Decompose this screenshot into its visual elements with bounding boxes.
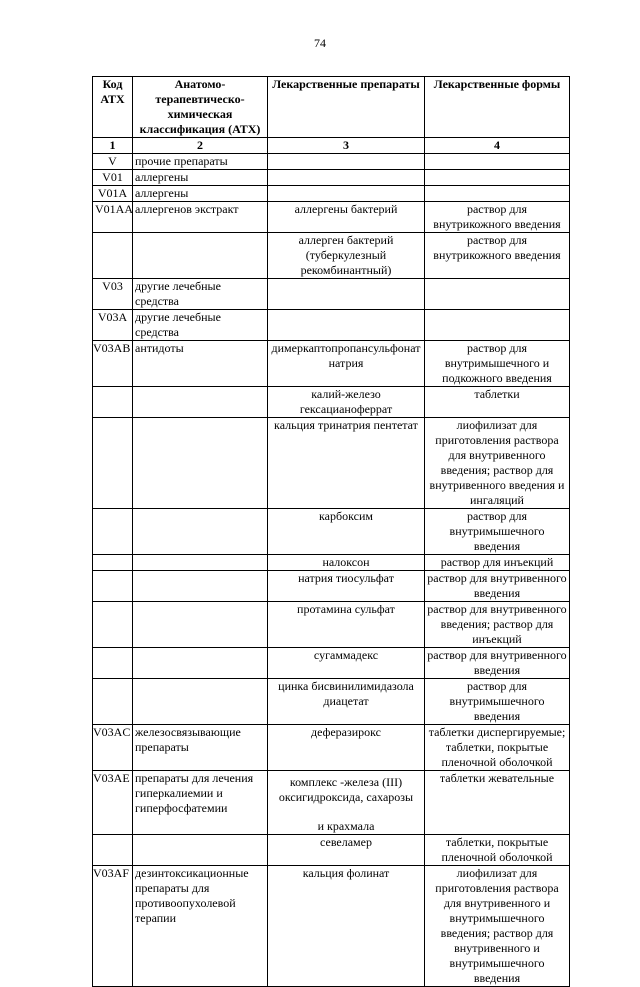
dosage-form: лиофилизат для приготовления раствора для внутривенного введения; раствор для внутривенного введения и ингаляций — [425, 418, 570, 509]
table-row — [93, 509, 570, 555]
dosage-form: раствор для внутримышечного введения — [425, 679, 570, 725]
table-row — [93, 418, 570, 509]
atc-classification — [133, 555, 268, 571]
dosage-form: раствор для внутривенного введения — [425, 648, 570, 679]
atc-classification: аллергены — [133, 170, 268, 186]
drug-name: кальция фолинат — [268, 866, 425, 987]
atc-classification — [133, 648, 268, 679]
atc-classification: железосвязывающие препараты — [133, 725, 268, 771]
atc-classification: другие лечебные средства — [133, 310, 268, 341]
atc-code — [93, 602, 133, 648]
atc-classification — [133, 679, 268, 725]
atc-code: V03 — [93, 279, 133, 310]
atc-classification — [133, 418, 268, 509]
atc-classification — [133, 571, 268, 602]
header-classification: Анатомо-терапевтическо-химическая классификация (АТХ) — [133, 77, 268, 138]
atc-classification: дезинтоксикационные препараты для противоопухолевой терапии — [133, 866, 268, 987]
atc-classification: другие лечебные средства — [133, 279, 268, 310]
table-row — [93, 679, 570, 725]
atc-classification — [133, 835, 268, 866]
atc-code: V01AA — [93, 202, 133, 233]
drug-name — [268, 310, 425, 341]
table-row — [93, 233, 570, 279]
header-drugs: Лекарственные препараты — [268, 77, 425, 138]
table-header-row — [93, 77, 570, 138]
table-row — [93, 154, 570, 170]
atc-code — [93, 679, 133, 725]
atc-code — [93, 571, 133, 602]
table-row — [93, 310, 570, 341]
table-row — [93, 725, 570, 771]
dosage-form: раствор для внутримышечного введения — [425, 509, 570, 555]
drug-name: кальция тринатрия пентетат — [268, 418, 425, 509]
drug-name — [268, 186, 425, 202]
atc-classification: аллергенов экстракт — [133, 202, 268, 233]
table-row — [93, 866, 570, 987]
atc-code: V01A — [93, 186, 133, 202]
drug-name: димеркаптопропансульфонат натрия — [268, 341, 425, 387]
atc-code — [93, 387, 133, 418]
atc-classification — [133, 387, 268, 418]
drug-name: севеламер — [268, 835, 425, 866]
dosage-form: таблетки жевательные — [425, 771, 570, 835]
atc-code: V03AC — [93, 725, 133, 771]
atc-code: V03AF — [93, 866, 133, 987]
dosage-form: раствор для внутривенного введения; раствор для инъекций — [425, 602, 570, 648]
dosage-form: раствор для внутривенного введения — [425, 571, 570, 602]
atc-code: V03A — [93, 310, 133, 341]
drug-name: протамина сульфат — [268, 602, 425, 648]
drug-name — [268, 154, 425, 170]
atc-code — [93, 233, 133, 279]
drug-name-part: и крахмала — [317, 819, 375, 833]
atc-classification: прочие препараты — [133, 154, 268, 170]
atc-code — [93, 418, 133, 509]
drug-name: сугаммадекс — [268, 648, 425, 679]
drug-name: калий-железо гексацианоферрат — [268, 387, 425, 418]
column-number: 1 — [93, 138, 133, 154]
atc-classification: аллергены — [133, 186, 268, 202]
spacer — [270, 805, 422, 819]
atc-code — [93, 648, 133, 679]
drug-name: натрия тиосульфат — [268, 571, 425, 602]
column-number: 2 — [133, 138, 268, 154]
table-row — [93, 341, 570, 387]
drug-name: аллергены бактерий — [268, 202, 425, 233]
atc-classification — [133, 509, 268, 555]
drug-name: карбоксим — [268, 509, 425, 555]
drug-name: аллерген бактерий (туберкулезный рекомбинантный) — [268, 233, 425, 279]
drug-name — [268, 279, 425, 310]
atc-code: V03AE — [93, 771, 133, 835]
atc-classification — [133, 602, 268, 648]
dosage-form: раствор для внутримышечного и подкожного введения — [425, 341, 570, 387]
dosage-form: таблетки диспергируемые; таблетки, покрытые пленочной оболочкой — [425, 725, 570, 771]
atc-code — [93, 509, 133, 555]
drug-name: налоксон — [268, 555, 425, 571]
drug-name — [268, 170, 425, 186]
atc-code: V01 — [93, 170, 133, 186]
drug-name: деферазирокс — [268, 725, 425, 771]
table-row — [93, 571, 570, 602]
drug-name: цинка бисвинилимидазола диацетат — [268, 679, 425, 725]
table-row — [93, 835, 570, 866]
dosage-form: таблетки, покрытые пленочной оболочкой — [425, 835, 570, 866]
atc-code — [93, 835, 133, 866]
column-number-row — [93, 138, 570, 154]
drug-name-part: комплекс -железа (III) оксигидроксида, сахарозы — [278, 775, 414, 804]
dosage-form: таблетки — [425, 387, 570, 418]
atc-code: V — [93, 154, 133, 170]
dosage-form — [425, 186, 570, 202]
column-number: 4 — [425, 138, 570, 154]
dosage-form: раствор для инъекций — [425, 555, 570, 571]
column-number: 3 — [268, 138, 425, 154]
table-row — [93, 602, 570, 648]
table-row — [93, 170, 570, 186]
table-row — [93, 387, 570, 418]
dosage-form — [425, 170, 570, 186]
table-row — [93, 771, 570, 835]
header-forms: Лекарственные формы — [425, 77, 570, 138]
atc-classification: препараты для лечения гиперкалиемии и гиперфосфатемии — [133, 771, 268, 835]
atc-table — [92, 76, 570, 987]
atc-classification: антидоты — [133, 341, 268, 387]
atc-code — [93, 555, 133, 571]
dosage-form — [425, 154, 570, 170]
dosage-form — [425, 279, 570, 310]
drug-name — [268, 771, 425, 835]
atc-classification — [133, 233, 268, 279]
atc-code: V03AB — [93, 341, 133, 387]
dosage-form: раствор для внутрикожного введения — [425, 202, 570, 233]
dosage-form: раствор для внутрикожного введения — [425, 233, 570, 279]
table-row — [93, 555, 570, 571]
header-code: Код АТХ — [93, 77, 133, 138]
table-row — [93, 202, 570, 233]
page-number: 74 — [314, 36, 326, 50]
dosage-form — [425, 310, 570, 341]
dosage-form: лиофилизат для приготовления раствора для внутривенного и внутримышечного введения; раствор для внутривенного и внутримышечного введения — [425, 866, 570, 987]
table-row — [93, 648, 570, 679]
table-row — [93, 186, 570, 202]
table-row — [93, 279, 570, 310]
